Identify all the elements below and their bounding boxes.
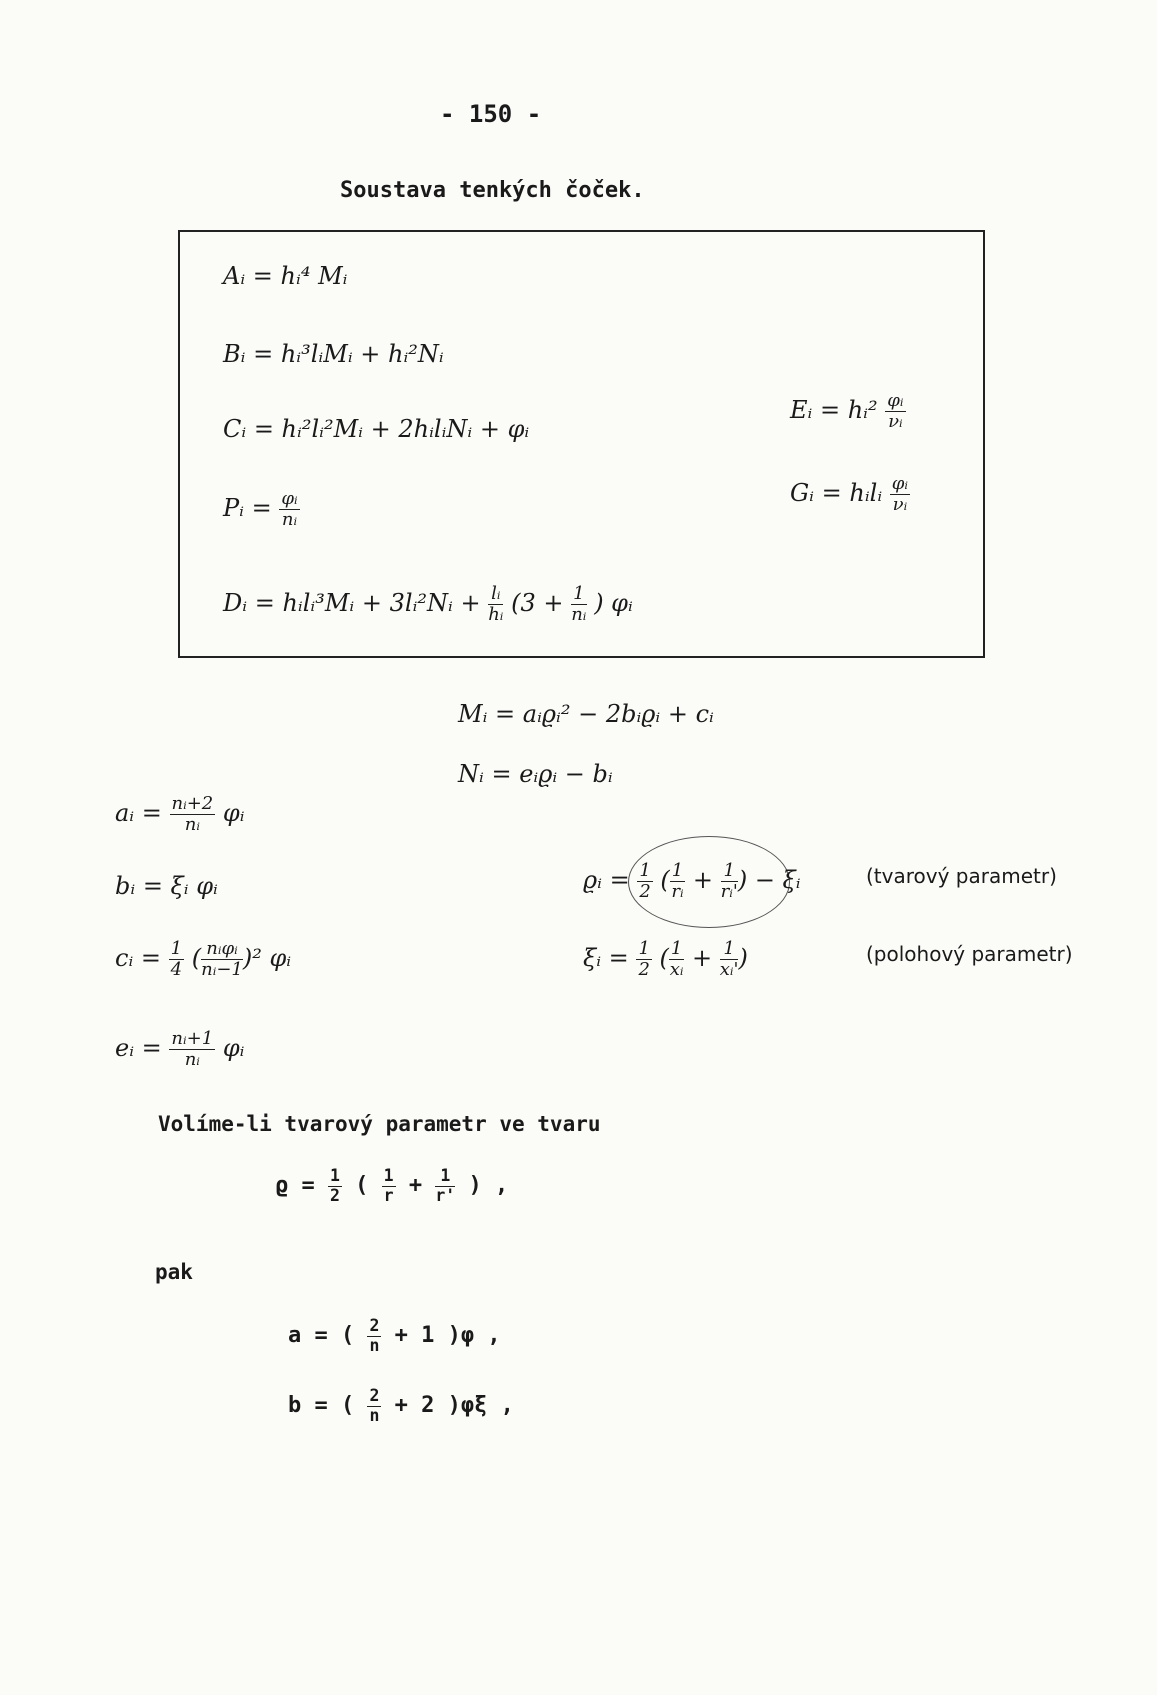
coeff-c-left: cᵢ = <box>115 944 162 972</box>
coeff-c-right: ² φᵢ <box>252 944 292 972</box>
formula-a-final: a = ( $\frac{2}{n}$ + 1 )φ , <box>288 1316 501 1355</box>
formula-xi-half: $\frac{1}{2}$ <box>638 938 650 980</box>
note-position-parameter: (polohový parametr) <box>866 942 1073 966</box>
formula-b-final: b = ( $\frac{2}{n}$ + 2 )φξ , <box>288 1386 514 1425</box>
page-number: - 150 - <box>440 100 542 128</box>
formula-xi: ξᵢ = $\frac{1}{2}$ ( $\frac{1}{\text{xᵢ}}$ + $\frac{1}{\text{xᵢ'}}$ ) <box>583 938 748 980</box>
section-heading: Soustava tenkých čoček. <box>340 178 645 203</box>
body-sentence: Volíme-li tvarový parametr ve tvaru <box>158 1112 601 1136</box>
coeff-e <box>115 1030 244 1069</box>
formula-E-left: Eᵢ = hᵢ² <box>790 396 878 424</box>
coeff-c-fraction: $\frac{1}{4}$ <box>170 938 183 980</box>
formula-a-final-fraction: $\frac{2}{n}$ <box>369 1316 380 1355</box>
coeff-a-left: aᵢ = <box>115 799 162 827</box>
coeff-c-paren-open: ( <box>191 944 202 972</box>
formula-b-final-fraction: $\frac{2}{n}$ <box>369 1386 380 1425</box>
formula-rho-simple-term2: $\frac{1}{r'}$ <box>435 1166 456 1205</box>
formula-M: Mᵢ = aᵢϱᵢ² − 2bᵢϱᵢ + cᵢ <box>458 700 714 728</box>
formula-G-left: Gᵢ = hᵢlᵢ <box>790 479 883 507</box>
coeff-e-left: eᵢ = <box>115 1034 162 1062</box>
formula-D-mid: (3 + <box>511 589 564 617</box>
formula-rho-term2: $\frac{1}{\text{rᵢ'}}$ <box>720 860 738 902</box>
formula-C: Cᵢ = hᵢ²lᵢ²Mᵢ + 2hᵢlᵢNᵢ + φᵢ <box>223 415 530 443</box>
formula-D-left: Dᵢ = hᵢlᵢ³Mᵢ + 3lᵢ²Nᵢ + <box>223 589 481 617</box>
coeff-c-paren-close: ) <box>242 944 253 972</box>
formula-D-fraction: $\frac{\text{lᵢ}}{\text{hᵢ}}$ <box>488 583 504 625</box>
formula-rho: ϱᵢ = $\frac{1}{2}$ ( $\frac{1}{\text{rᵢ}}$ + $\frac{1}{\text{rᵢ'}}$ ) − ξᵢ <box>583 860 801 902</box>
formula-xi-term2: $\frac{1}{\text{xᵢ'}}$ <box>719 938 739 980</box>
formula-G-fraction: $\frac{\text{φᵢ}}{\text{νᵢ}}$ <box>891 473 909 515</box>
formula-xi-term1: $\frac{1}{\text{xᵢ}}$ <box>669 938 684 980</box>
formula-E <box>790 392 906 431</box>
note-shape-parameter: (tvarový parametr) <box>866 864 1057 888</box>
formula-D-inner-fraction: $\frac{1}{\text{nᵢ}}$ <box>571 583 587 625</box>
formula-rho-half: $\frac{1}{2}$ <box>639 860 651 902</box>
formula-A: Aᵢ = hᵢ⁴ Mᵢ <box>223 262 348 290</box>
formula-B: Bᵢ = hᵢ³lᵢMᵢ + hᵢ²Nᵢ <box>223 340 444 368</box>
coeff-a-fraction: $\frac{\text{nᵢ+2}}{\text{nᵢ}}$ <box>171 793 214 835</box>
formula-G <box>790 475 910 514</box>
formula-D-right: ) φᵢ <box>594 589 633 617</box>
formula-xi-left: ξᵢ = <box>583 944 629 972</box>
word-pak: pak <box>155 1260 193 1284</box>
coeff-c-paren-fraction: $\frac{\text{nᵢφᵢ}}{\text{nᵢ−1}}$ <box>201 938 243 980</box>
formula-P <box>223 490 300 529</box>
coeff-b: bᵢ = ξᵢ φᵢ <box>115 872 218 900</box>
formula-P-fraction: $\frac{\text{φᵢ}}{\text{nᵢ}}$ <box>281 488 298 530</box>
coeff-c <box>115 940 291 979</box>
coeff-e-fraction: $\frac{\text{nᵢ+1}}{\text{nᵢ}}$ <box>171 1028 214 1070</box>
formula-D <box>223 585 633 624</box>
coeff-e-right: φᵢ <box>222 1034 245 1062</box>
formula-rho-term1: $\frac{1}{\text{rᵢ}}$ <box>671 860 684 902</box>
formula-rho-simple-term1: $\frac{1}{r}$ <box>383 1166 394 1205</box>
formula-N: Nᵢ = eᵢϱᵢ − bᵢ <box>458 760 613 788</box>
formula-rho-left: ϱᵢ = <box>583 866 630 894</box>
coeff-a-right: φᵢ <box>222 799 245 827</box>
formula-E-fraction: $\frac{\text{φᵢ}}{\text{νᵢ}}$ <box>887 390 904 432</box>
coeff-a <box>115 795 245 834</box>
formula-rho-simple: ϱ = $\frac{1}{2}$ ( $\frac{1}{r}$ + $\frac{1}{r'}$ ) , <box>275 1166 509 1205</box>
formula-P-left: Pᵢ = <box>223 494 272 522</box>
formula-rho-simple-half: $\frac{1}{2}$ <box>329 1166 340 1205</box>
